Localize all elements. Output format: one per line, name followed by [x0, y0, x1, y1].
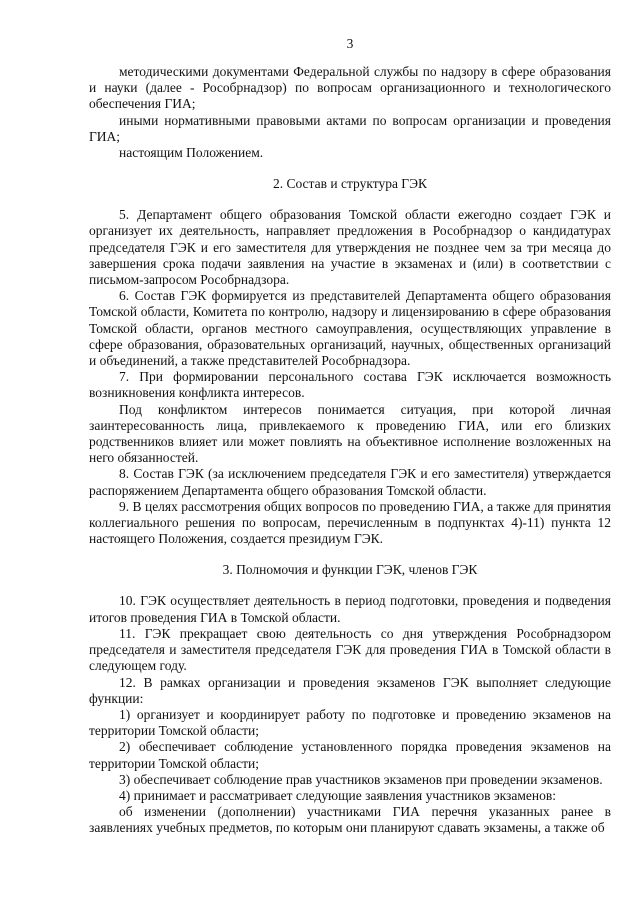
section-3-paragraph: 11. ГЭК прекращает свою деятельность со дня утверждения Рособрнадзором председателя и заместителя председателя ГЭК для проведения ГИА в Томской области в следующем году. [89, 625, 611, 674]
section-2-body [89, 207, 611, 547]
section-3-paragraph: 4) принимает и рассматривает следующие заявления участников экзаменов: [119, 787, 556, 803]
intro-paragraph: иными нормативными правовыми актами по вопросам организации и проведения ГИА; [89, 112, 611, 144]
section-2-title: 2. Состав и структура ГЭК [272, 176, 428, 192]
section-3-paragraph: об изменении (дополнении) участниками ГИА перечня указанных ранее в заявлениях учебных предметов, по которым они планируют сдавать экзамены, а также об [89, 804, 611, 836]
section-3-title: 3. Полномочия и функции ГЭК, членов ГЭК [222, 562, 478, 578]
section-2-paragraph: Под конфликтом интересов понимается ситуация, при которой личная заинтересованность лица, привлекаемого к проведению ГИА, или его близких родственников влияет или может повлиять на объективное исполнение возложенных на него обязанностей. [89, 401, 611, 466]
intro-paragraph: настоящим Положением. [119, 145, 264, 161]
section-2-paragraph: 9. В целях рассмотрения общих вопросов по проведению ГИА, а также для принятия коллегиального решения по вопросам, перечисленным в подпунктах 4)-11) пункта 12 настоящего Положения, создается президиум ГЭК. [89, 498, 611, 547]
section-3-paragraph: 10. ГЭК осуществляет деятельность в период подготовки, проведения и подведения итогов проведения ГИА в Томской области. [89, 593, 611, 625]
section-2-paragraph: 7. При формировании персонального состава ГЭК исключается возможность возникновения конфликта интересов. [89, 369, 611, 401]
intro-paragraph: методическими документами Федеральной службы по надзору в сфере образования и науки (далее - Рособрнадзор) по вопросам организационного и технологического обеспечения ГИА; [89, 64, 611, 112]
section-3-paragraph: 3) обеспечивает соблюдение прав участников экзаменов при проведении экзаменов. [119, 771, 603, 787]
section-2-paragraph: 6. Состав ГЭК формируется из представителей Департамента общего образования Томской области, Комитета по контролю, надзору и лицензированию в сфере образования Томской области, органов местного самоуправления, осуществляющих управление в сфере образования, образовательных организаций, научных, общественных организаций и объединений, а также представителей Рособрнадзора. [89, 288, 611, 369]
section-3-paragraph: 12. В рамках организации и проведения экзаменов ГЭК выполняет следующие функции: [89, 674, 611, 706]
page-number: 3 [346, 36, 354, 51]
section-3-paragraph: 1) организует и координирует работу по подготовке и проведению экзаменов на территории Томской области; [89, 706, 611, 739]
section-3-paragraph: 2) обеспечивает соблюдение установленного порядка проведения экзаменов на территории Томской области; [89, 739, 611, 771]
section-2-paragraph: 5. Департамент общего образования Томской области ежегодно создает ГЭК и организует их деятельность, направляет предложения в Рособрнадзор о кандидатурах председателя ГЭК и его заместителя для утверждения не позднее чем за три месяца до завершения срока подачи заявления на участие в экзаменах и (или) в соответствии с письмом-запросом Рособрнадзора. [89, 207, 611, 288]
section-2-paragraph: 8. Состав ГЭК (за исключением председателя ГЭК и его заместителя) утверждается распоряжением Департамента общего образования Томской области. [89, 466, 611, 498]
section-3-body [89, 593, 611, 836]
intro-block [89, 64, 611, 161]
